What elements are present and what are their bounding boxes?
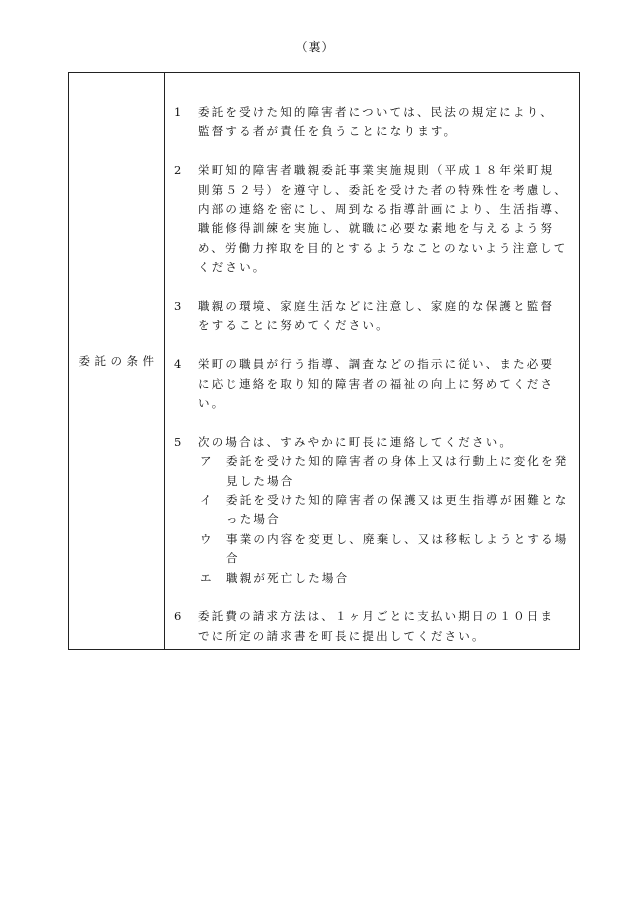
clause-number: 4 xyxy=(174,357,184,372)
sub-item-text xyxy=(226,452,569,491)
clause-1 xyxy=(174,103,569,142)
clause-text-line: 次の場合は、すみやかに町長に連絡してください。 xyxy=(198,434,514,449)
sub-item xyxy=(198,491,569,530)
clause-number: 3 xyxy=(174,299,184,314)
sub-item-text xyxy=(226,491,569,530)
clause-text-line: い。 xyxy=(198,396,226,411)
clause-2 xyxy=(174,161,569,277)
sub-item-text xyxy=(226,530,569,569)
clause-body xyxy=(198,103,569,142)
clause-body xyxy=(198,355,569,413)
sub-item-mark: ウ xyxy=(200,531,214,546)
clause-number: 2 xyxy=(174,163,184,178)
clause-text-line: 監督する者が責任を負うことになります。 xyxy=(198,124,458,139)
sub-item xyxy=(198,452,569,491)
sub-item xyxy=(198,569,569,588)
clause-body xyxy=(198,433,569,588)
clause-text-line: をすることに努めてください。 xyxy=(198,318,390,333)
sub-item-text-line: った場合 xyxy=(226,512,281,527)
clause-body xyxy=(198,297,569,336)
clause-body xyxy=(198,607,569,646)
clause-text-line: 職能修得訓練を実施し、就職に必要な素地を与えるよう努 xyxy=(198,221,555,236)
clause-text-line: に応じ連絡を取り知的障害者の福祉の向上に努めてくださ xyxy=(198,376,555,391)
table-label-cell xyxy=(69,73,165,649)
clause-text-line: 栄町の職員が行う指導、調査などの指示に従い、また必要 xyxy=(198,357,555,372)
sub-item-text-line: 委託を受けた知的障害者の身体上又は行動上に変化を発 xyxy=(226,454,569,469)
clause-text-line: 則第５２号）を遵守し、委託を受けた者の特殊性を考慮し、 xyxy=(198,182,568,197)
clause-text-line: ください。 xyxy=(198,260,267,275)
sub-item-text-line: 委託を受けた知的障害者の保護又は更生指導が困難とな xyxy=(226,493,569,508)
sub-item xyxy=(198,530,569,569)
sub-item-text-line: 事業の内容を変更し、廃棄し、又は移転しようとする場 xyxy=(226,531,569,546)
sub-item-text-line: 職親が死亡した場合 xyxy=(226,570,350,585)
clause-text-line: 内部の連絡を密にし、周到なる指導計画により、生活指導、 xyxy=(198,202,568,217)
clause-body xyxy=(198,161,569,277)
clause-text-line: でに所定の請求書を町長に提出してください。 xyxy=(198,628,486,643)
clause-5 xyxy=(174,433,569,588)
clause-text-line: 栄町知的障害者職親委託事業実施規則（平成１８年栄町規 xyxy=(198,163,555,178)
sub-item-text-line: 合 xyxy=(226,551,240,566)
clause-3 xyxy=(174,297,569,336)
clause-number: 1 xyxy=(174,105,184,119)
sub-item-mark: ア xyxy=(200,454,214,469)
table-label: 委託の条件 xyxy=(78,354,159,368)
clause-number: 5 xyxy=(174,434,184,449)
page-title: （裏） xyxy=(295,40,335,54)
conditions-table xyxy=(68,72,580,650)
clause-4 xyxy=(174,355,569,413)
clause-text-line: 委託費の請求方法は、１ヶ月ごとに支払い期日の１０日ま xyxy=(198,609,555,624)
table-content-cell xyxy=(165,73,579,649)
clause-text-line: め、労働力搾取を目的とするようなことのないよう注意して xyxy=(198,240,568,255)
clause-text-line: 職親の環境、家庭生活などに注意し、家庭的な保護と監督 xyxy=(198,299,555,314)
sub-item-mark: エ xyxy=(200,570,214,585)
sub-item-text xyxy=(226,569,569,588)
clause-6 xyxy=(174,607,569,646)
clause-text-line: 委託を受けた知的障害者については、民法の規定により、 xyxy=(198,105,554,119)
sub-item-mark: イ xyxy=(200,493,214,508)
sub-item-text-line: 見した場合 xyxy=(226,473,295,488)
clause-number: 6 xyxy=(174,609,184,624)
